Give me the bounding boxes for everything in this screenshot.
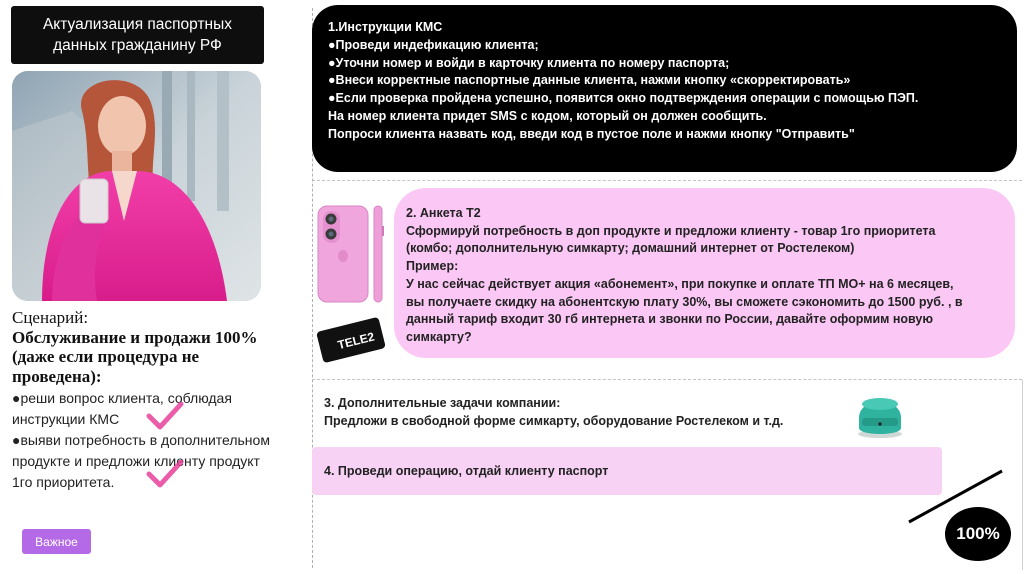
block2-line: симкарту? bbox=[406, 329, 472, 344]
block2-line: У нас сейчас действует акция «абонемент», при покупке и оплате ТП МО+ на 6 месяцев, bbox=[406, 276, 954, 291]
header-title bbox=[11, 6, 264, 64]
block1-line: ●Если проверка пройдена успешно, появится окно подтверждения операции с помощью ПЭП. bbox=[328, 91, 919, 106]
task-list bbox=[12, 388, 310, 493]
block2-title: 2. Анкета Т2 bbox=[406, 206, 481, 220]
horizontal-divider bbox=[312, 379, 1022, 380]
horizontal-divider bbox=[312, 180, 1022, 181]
client-photo bbox=[12, 71, 261, 301]
right-edge-line bbox=[1022, 380, 1023, 570]
block3-text: Предложи в свободной форме симкарту, оборудование Ростелеком и т.д. bbox=[324, 414, 784, 428]
sim-card-icon bbox=[313, 316, 389, 364]
scenario-block bbox=[12, 308, 308, 386]
operation-step-panel bbox=[312, 447, 942, 495]
block1-line: Попроси клиента назвать код, введи код в пустое поле и нажми кнопку "Отправить" bbox=[328, 126, 855, 141]
task-line: ●реши вопрос клиента, соблюдая bbox=[12, 390, 232, 406]
block2-line: Пример: bbox=[406, 259, 459, 274]
block2-line: данный тариф входит 30 гб интернета и звонки по России, давайте оформим новую bbox=[406, 312, 934, 327]
task-item bbox=[12, 430, 310, 493]
woman-with-phone-illustration bbox=[12, 71, 261, 301]
block4-text: 4. Проведи операцию, отдай клиенту паспорт bbox=[324, 464, 609, 478]
progress-badge bbox=[945, 507, 1011, 561]
block1-title: 1.Инструкции КМС bbox=[328, 20, 443, 34]
phone-image bbox=[316, 204, 388, 309]
scenario-line-3: проведена): bbox=[12, 366, 102, 386]
checkmark-icon bbox=[146, 460, 184, 488]
scenario-line-1: Обслуживание и продажи 100% bbox=[12, 327, 258, 347]
kms-instructions-panel bbox=[312, 5, 1017, 172]
scenario-line-2: (даже если процедура не bbox=[12, 347, 200, 366]
task-line: продукте и предложи клиенту продукт bbox=[12, 453, 260, 469]
block2-line: вы получаете скидку на абонентскую плату 30%, вы сможете сэкономить до 1500 руб. , в bbox=[406, 294, 963, 309]
speaker-icon bbox=[850, 388, 910, 440]
block1-line: ●Уточни номер и войди в карточку клиента по номеру паспорта; bbox=[328, 55, 730, 70]
important-button[interactable]: Важное bbox=[22, 529, 91, 554]
t2-survey-panel bbox=[394, 188, 1015, 358]
smartphone-icon bbox=[316, 204, 388, 304]
sim-brand-text: TELE2 bbox=[336, 329, 376, 353]
title-line-2: данных гражданину РФ bbox=[53, 37, 222, 54]
title-line-1: Актуализация паспортных bbox=[42, 16, 233, 33]
task-line: 1го приоритета. bbox=[12, 474, 115, 490]
task-line: инструкции КМС bbox=[12, 411, 120, 427]
extra-tasks-block bbox=[324, 394, 884, 430]
progress-label: 100% bbox=[956, 524, 1000, 543]
block1-line: ●Внеси корректные паспортные данные клиента, нажми кнопку «скорректировать» bbox=[328, 73, 851, 88]
block3-title: 3. Дополнительные задачи компании: bbox=[324, 396, 561, 410]
task-item bbox=[12, 388, 310, 430]
block1-line: ●Проведи индефикацию клиента; bbox=[328, 37, 539, 52]
task-line: ●выяви потребность в дополнительном bbox=[12, 432, 270, 448]
block2-line: (комбо; дополнительную симкарту; домашний интернет от Ростелеком) bbox=[406, 241, 855, 256]
scenario-label: Сценарий: bbox=[12, 308, 89, 327]
checkmark-icon bbox=[146, 402, 184, 430]
sim-card-image bbox=[313, 316, 389, 369]
block2-line: Сформируй потребность в доп продукте и предложи клиенту - товар 1го приоритета bbox=[406, 223, 936, 238]
block1-line: На номер клиента придет SMS с кодом, который он должен сообщить. bbox=[328, 108, 767, 123]
smart-speaker-image bbox=[850, 388, 910, 445]
